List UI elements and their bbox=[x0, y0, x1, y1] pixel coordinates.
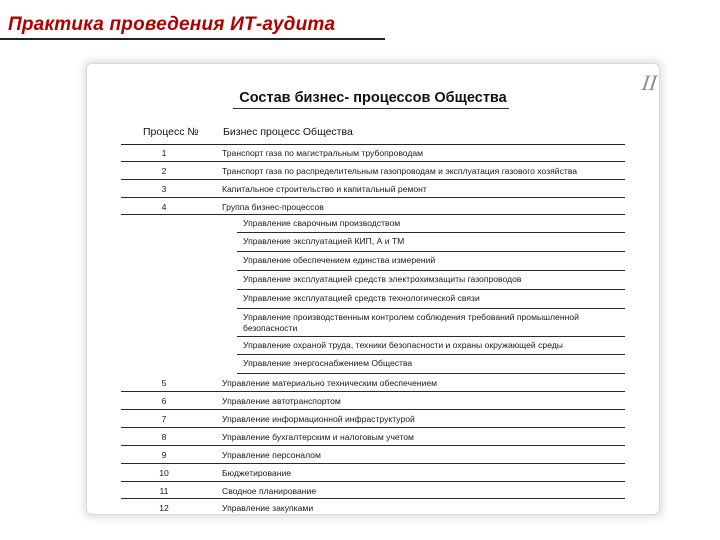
table-row bbox=[121, 162, 625, 180]
document-image bbox=[86, 63, 660, 515]
row-name: Управление информационной инфраструктурой bbox=[222, 414, 415, 425]
subprocess-row bbox=[237, 252, 625, 271]
subprocess-row bbox=[237, 271, 625, 290]
table-row bbox=[121, 144, 625, 162]
row-number: 8 bbox=[161, 431, 167, 442]
row-number: 9 bbox=[161, 449, 167, 460]
group-subprocess-list bbox=[121, 215, 625, 375]
slide-title: Практика проведения ИТ-аудита bbox=[8, 14, 336, 35]
subprocess-row bbox=[237, 355, 625, 374]
subprocess-name: Управление производственным контролем соблюдения требований промышленной безопасности bbox=[243, 311, 579, 333]
row-number: 11 bbox=[159, 485, 169, 496]
process-table bbox=[121, 144, 625, 515]
page-mark: II bbox=[640, 70, 659, 95]
subprocess-name: Управление сварочным производством bbox=[243, 217, 401, 228]
row-number: 12 bbox=[159, 503, 169, 514]
row-number: 6 bbox=[161, 396, 167, 407]
subprocess-name: Управление обеспечением единства измерений bbox=[243, 255, 436, 266]
row-number: 2 bbox=[161, 165, 167, 176]
table-row bbox=[121, 392, 625, 410]
row-name: Бюджетирование bbox=[222, 467, 292, 478]
table-row bbox=[121, 180, 625, 198]
subprocess-name: Управление эксплуатацией КИП, А и ТМ bbox=[243, 236, 405, 247]
subprocess-row bbox=[237, 233, 625, 252]
row-name: Управление персоналом bbox=[222, 449, 321, 460]
row-name: Капитальное строительство и капитальный ремонт bbox=[222, 183, 427, 194]
table-row bbox=[121, 499, 625, 515]
subprocess-row bbox=[237, 309, 625, 337]
row-number: 10 bbox=[159, 467, 169, 478]
table-row bbox=[121, 410, 625, 428]
subprocess-row bbox=[237, 290, 625, 309]
table-row-group bbox=[121, 198, 625, 215]
table-row bbox=[121, 482, 625, 500]
row-name: Группа бизнес-процессов bbox=[222, 201, 324, 212]
row-name: Управление автотранспортом bbox=[222, 396, 341, 407]
row-number: 1 bbox=[161, 148, 167, 158]
row-name: Сводное планирование bbox=[222, 485, 317, 496]
table-row bbox=[121, 374, 625, 392]
row-name: Транспорт газа по магистральным трубопроводам bbox=[222, 148, 424, 158]
table-row bbox=[121, 446, 625, 464]
subprocess-name: Управление эксплуатацией средств технологической связи bbox=[243, 292, 480, 303]
title-underline bbox=[0, 38, 385, 40]
document-heading: Состав бизнес- процессов Общества bbox=[239, 90, 507, 106]
row-number: 5 bbox=[161, 378, 167, 389]
row-name: Управление закупками bbox=[222, 503, 314, 514]
table-row bbox=[121, 428, 625, 446]
subprocess-row bbox=[237, 215, 625, 234]
row-name: Управление бухгалтерским и налоговым учетом bbox=[222, 431, 414, 442]
table-row bbox=[121, 464, 625, 482]
row-name: Транспорт газа по распределительным газопроводам и эксплуатация газового хозяйства bbox=[222, 165, 578, 176]
subprocess-row bbox=[237, 337, 625, 356]
row-number: 3 bbox=[161, 183, 167, 194]
column-header-name: Бизнес процесс Общества bbox=[223, 126, 353, 138]
table-header bbox=[121, 122, 625, 145]
heading-underline bbox=[233, 108, 509, 109]
row-number: 7 bbox=[161, 414, 167, 425]
column-header-number: Процесс № bbox=[143, 126, 199, 138]
subprocess-name: Управление энергоснабжением Общества bbox=[243, 358, 413, 369]
subprocess-name: Управление охраной труда, техники безопасности и охраны окружающей среды bbox=[243, 339, 563, 350]
row-name: Управление материально техническим обеспечением bbox=[222, 378, 438, 389]
row-number: 4 bbox=[161, 201, 167, 212]
subprocess-name: Управление эксплуатацией средств электрохимзащиты газопроводов bbox=[243, 274, 522, 285]
